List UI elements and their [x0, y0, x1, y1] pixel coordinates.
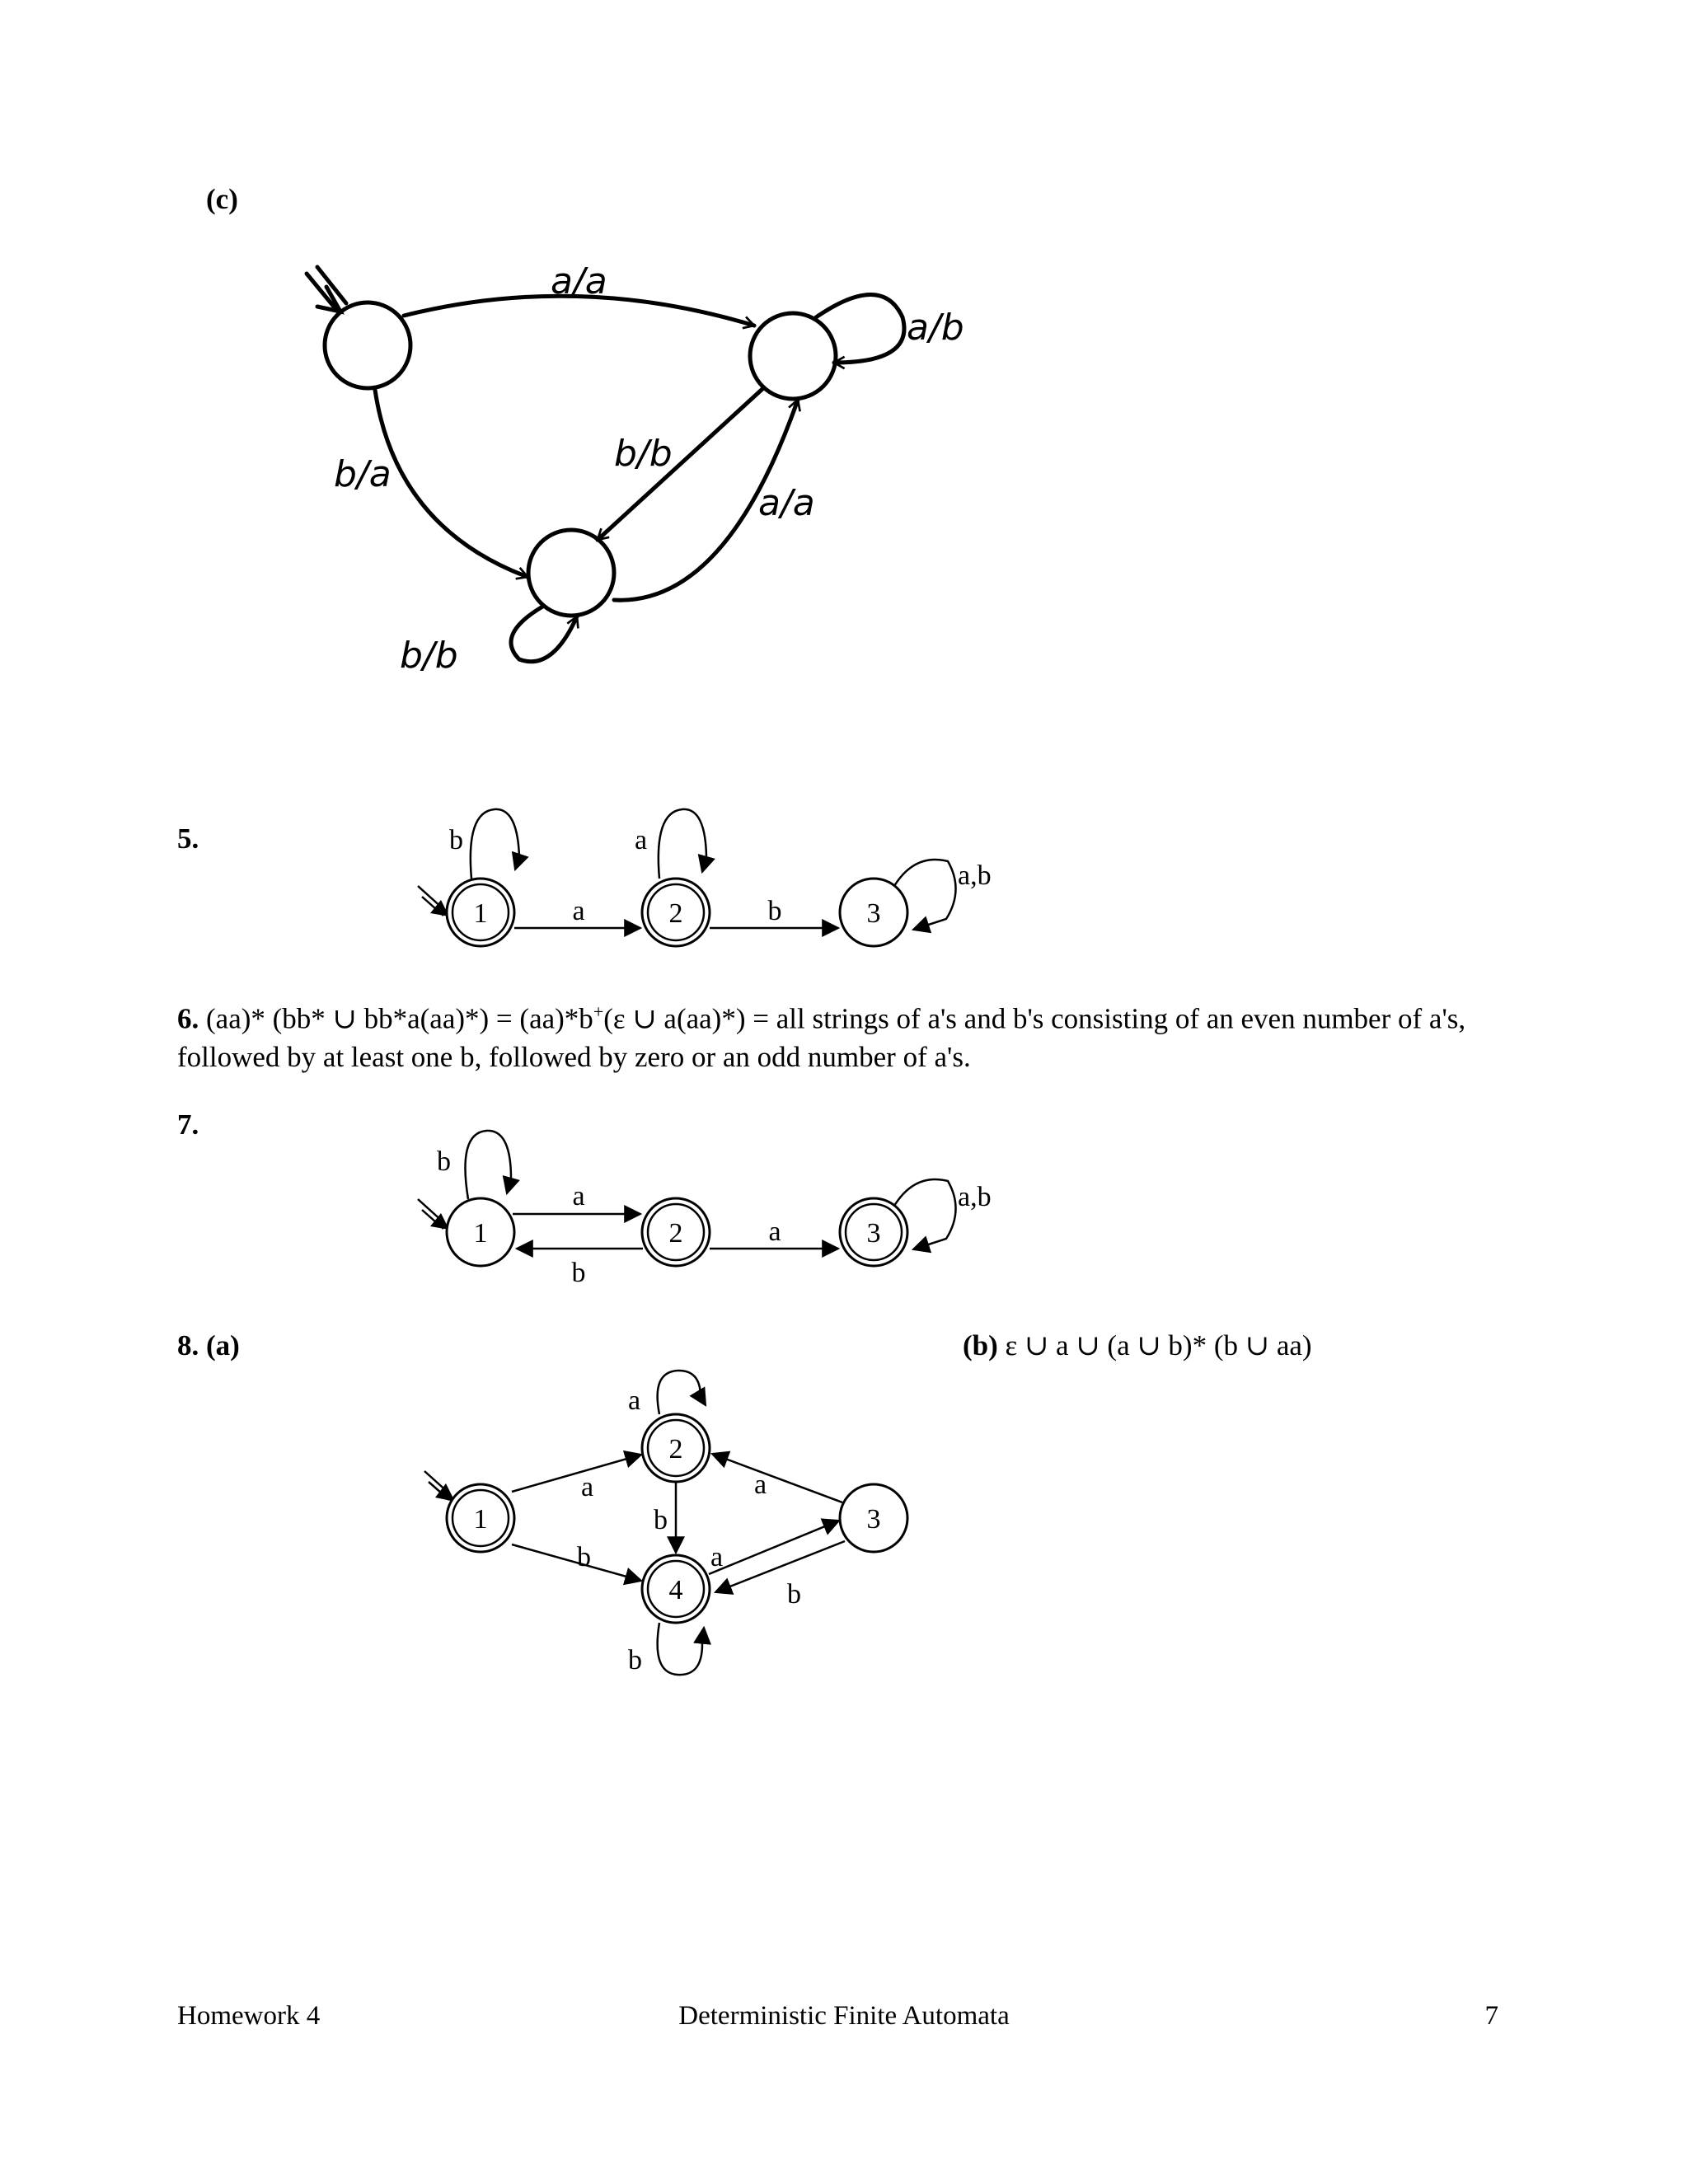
- q8-label-e43: a: [710, 1542, 724, 1572]
- svg-text:2: 2: [668, 1434, 683, 1465]
- q5-label-e12: a: [572, 896, 585, 926]
- c-label-top: a/a: [551, 260, 607, 302]
- svg-text:1: 1: [473, 898, 488, 929]
- svg-text:2: 2: [668, 898, 683, 929]
- q6-text-cont: (ε ∪ a(aa)*) = all strings of a's and b's consisting of an even number of a's, followed by at least one b, followed by zero or an odd number of a's.: [177, 1002, 1466, 1073]
- q7-label-e21: b: [571, 1258, 586, 1288]
- part-c-label: (c): [206, 183, 238, 215]
- q5-label-loop-2: a: [635, 825, 648, 855]
- q7-label-loop-1: b: [437, 1146, 451, 1177]
- svg-text:4: 4: [668, 1575, 683, 1605]
- q8-label-e34: b: [787, 1579, 801, 1610]
- c-label-right: a/a: [758, 482, 815, 524]
- q8-edge-3-4: [715, 1541, 845, 1592]
- q5-label-loop-3: a,b: [958, 860, 992, 891]
- q8a-label: 8. (a): [177, 1329, 240, 1361]
- svg-text:3: 3: [866, 898, 881, 929]
- q8b-regex: ε ∪ a ∪ (a ∪ b)* (b ∪ aa): [1005, 1329, 1312, 1361]
- q8-start-arrow: [424, 1471, 455, 1502]
- q7-label-e12: a: [572, 1181, 585, 1212]
- page-number: 7: [1484, 2001, 1498, 2031]
- q5-label-loop-1: b: [449, 825, 463, 855]
- svg-text:3: 3: [866, 1504, 881, 1535]
- q5-label-e23: b: [767, 896, 782, 926]
- q8-label-e32: a: [754, 1469, 767, 1500]
- c-label-loop-bottom: b/b: [400, 635, 458, 677]
- q8-loop-4: [658, 1623, 704, 1675]
- q8-state-4: [642, 1555, 710, 1623]
- q8-label-e14: b: [577, 1542, 591, 1572]
- q8-label-loop-2: a: [628, 1385, 641, 1416]
- q7-label-e23: a: [768, 1216, 781, 1247]
- q6-superscript: +: [593, 1001, 604, 1022]
- q6-label: 6.: [177, 1002, 199, 1035]
- c-label-loop-right: a/b: [907, 307, 964, 349]
- q8-loop-2: [658, 1371, 706, 1414]
- q8-edge-3-2: [712, 1454, 842, 1502]
- q8-state-3: [840, 1484, 907, 1552]
- q7-label: 7.: [177, 1108, 199, 1141]
- q8-state-1: [447, 1484, 514, 1552]
- q8-edge-4-3: [709, 1521, 839, 1574]
- q8-label-e12: a: [581, 1472, 594, 1502]
- q5-label: 5.: [177, 823, 199, 855]
- footer-left: Homework 4: [177, 2001, 321, 2031]
- q6-text: (aa)* (bb* ∪ bb*a(aa)*) = (aa)*b: [206, 1002, 593, 1035]
- svg-text:3: 3: [866, 1218, 881, 1249]
- q8-label-e24: b: [654, 1505, 668, 1535]
- svg-text:2: 2: [668, 1218, 683, 1249]
- c-label-left: b/a: [334, 453, 392, 495]
- q8-state-2: [642, 1414, 710, 1482]
- svg-text:1: 1: [473, 1504, 488, 1535]
- q7-label-loop-3: a,b: [958, 1182, 992, 1212]
- c-label-mid: b/b: [614, 433, 673, 475]
- q8-label-loop-4: b: [628, 1645, 642, 1675]
- q8-edge-1-2: [512, 1455, 641, 1492]
- footer-center: Deterministic Finite Automata: [678, 2001, 1010, 2031]
- svg-text:1: 1: [473, 1218, 488, 1249]
- q8b-label: (b): [963, 1329, 998, 1361]
